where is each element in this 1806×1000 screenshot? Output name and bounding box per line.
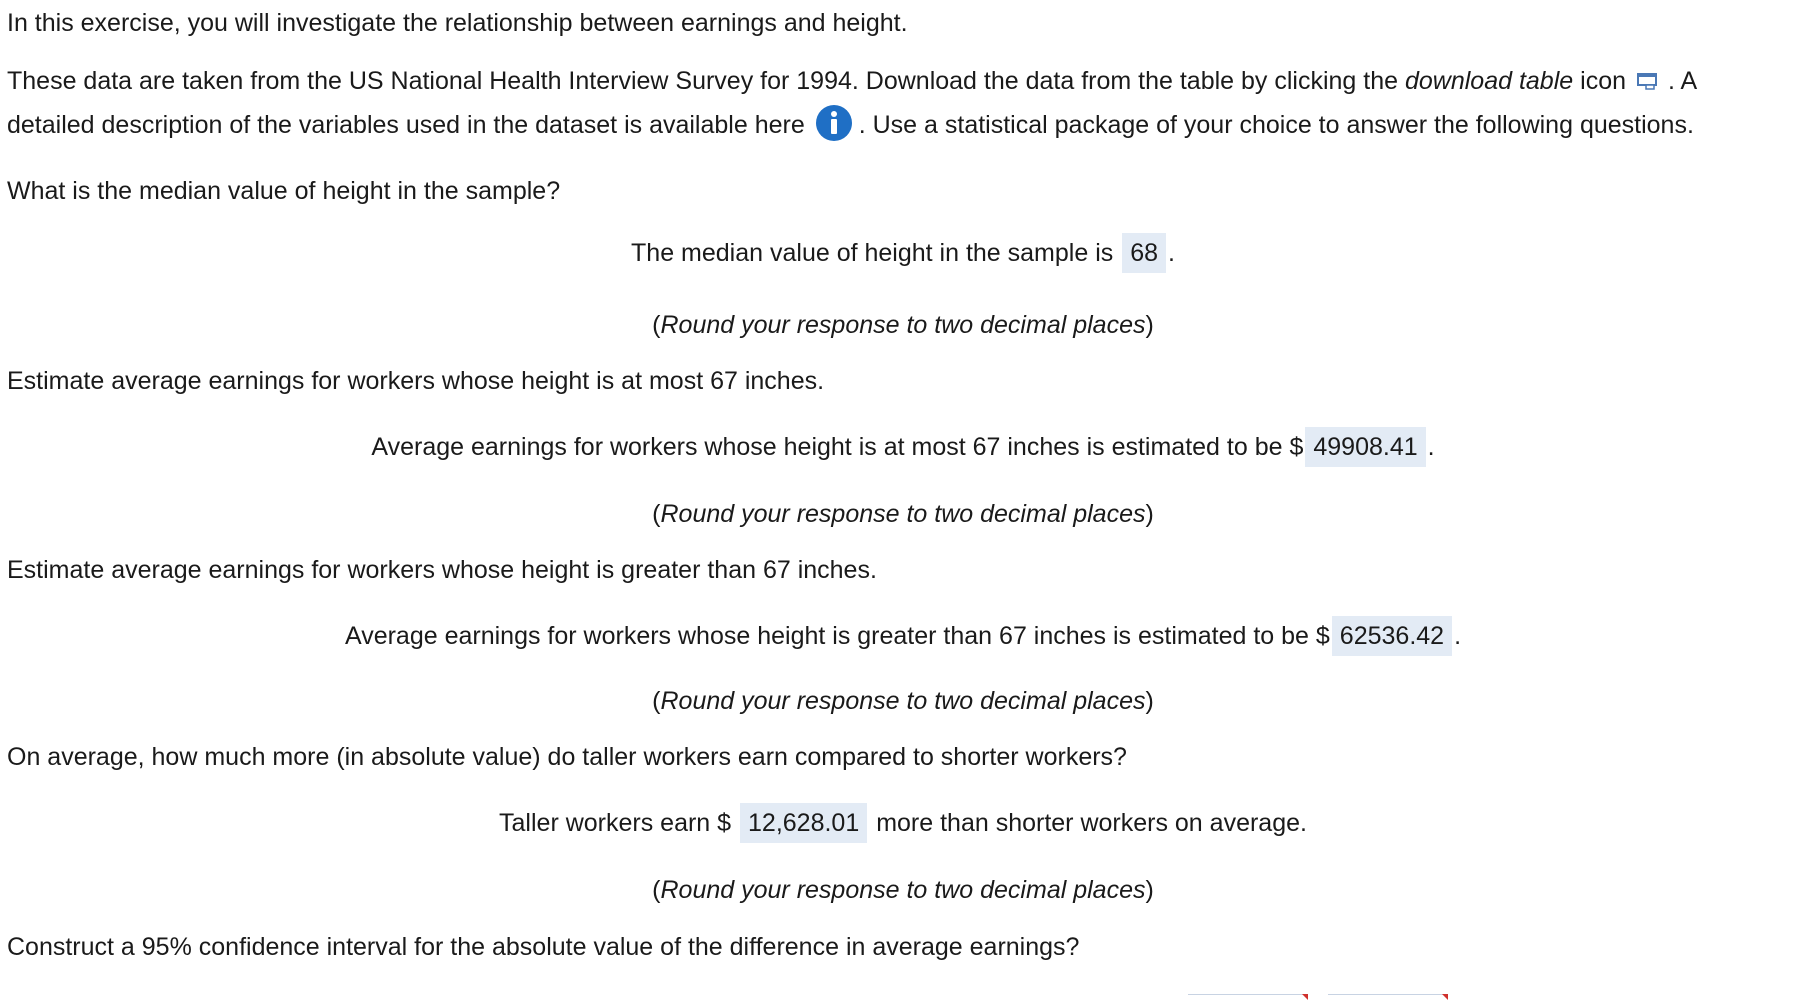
intro-text: In this exercise, you will investigate the relationship between earnings and height. bbox=[7, 9, 908, 37]
answer-field-earnings-difference[interactable]: 12,628.01 bbox=[740, 803, 867, 843]
answer-row-2 bbox=[0, 427, 1806, 467]
answer-suffix: more than shorter workers on average. bbox=[876, 809, 1307, 837]
question-text: What is the median value of height in the sample? bbox=[7, 177, 561, 205]
hint-paren: ( bbox=[652, 876, 661, 904]
ci-lower-field[interactable] bbox=[1188, 994, 1308, 1000]
hint-3 bbox=[0, 686, 1806, 716]
answer-suffix: . bbox=[1454, 622, 1462, 650]
hint-2 bbox=[0, 499, 1806, 529]
hint-paren: ) bbox=[1145, 876, 1154, 904]
hint-text: Round your response to two decimal places bbox=[660, 500, 1146, 528]
answer-field-median-height[interactable]: 68 bbox=[1122, 233, 1166, 273]
answer-prefix: Average earnings for workers whose height is greater than 67 inches is estimated to be $ bbox=[344, 622, 1330, 650]
question-text: On average, how much more (in absolute value) do taller workers earn compared to shorter workers? bbox=[7, 743, 1127, 771]
intro-text: icon bbox=[1573, 67, 1626, 95]
answer-row-1 bbox=[0, 233, 1806, 273]
hint-text: Round your response to two decimal places bbox=[660, 876, 1146, 904]
answer-prefix: Taller workers earn $ bbox=[499, 809, 732, 837]
answer-row-3 bbox=[0, 616, 1806, 656]
intro-sentence bbox=[7, 8, 908, 38]
hint-paren: ( bbox=[652, 687, 661, 715]
download-table-text: download table bbox=[1404, 67, 1574, 95]
hint-4 bbox=[0, 875, 1806, 905]
intro-text: detailed description of the variables used in the dataset is available here bbox=[7, 111, 805, 139]
hint-1 bbox=[0, 310, 1806, 340]
intro-text: . A bbox=[1668, 67, 1698, 95]
hint-paren: ( bbox=[652, 311, 661, 339]
answer-prefix: Average earnings for workers whose height is at most 67 inches is estimated to be $ bbox=[371, 433, 1304, 461]
question-text: Estimate average earnings for workers whose height is greater than 67 inches. bbox=[7, 556, 877, 584]
answer-field-earnings-tall[interactable]: 62536.42 bbox=[1332, 616, 1452, 656]
intro-line-3 bbox=[7, 104, 1694, 142]
answer-suffix: . bbox=[1427, 433, 1435, 461]
question-2 bbox=[7, 366, 824, 396]
question-text: Estimate average earnings for workers whose height is at most 67 inches. bbox=[7, 367, 825, 395]
question-5 bbox=[7, 932, 1079, 962]
intro-line-2 bbox=[7, 66, 1697, 96]
hint-paren: ( bbox=[652, 500, 661, 528]
download-table-icon[interactable] bbox=[1636, 68, 1660, 88]
info-icon[interactable] bbox=[815, 104, 853, 142]
hint-text: Round your response to two decimal places bbox=[660, 687, 1146, 715]
question-4 bbox=[7, 742, 1127, 772]
answer-field-earnings-short[interactable]: 49908.41 bbox=[1305, 427, 1425, 467]
question-text: Construct a 95% confidence interval for the absolute value of the difference in average earnings? bbox=[7, 933, 1080, 961]
answer-prefix: The median value of height in the sample is bbox=[631, 239, 1114, 267]
answer-suffix: . bbox=[1168, 239, 1175, 267]
hint-text: Round your response to two decimal places bbox=[660, 311, 1146, 339]
answer-row-4 bbox=[0, 803, 1806, 843]
intro-text: These data are taken from the US National Health Interview Survey for 1994. Download the data from the table by clicking the bbox=[7, 67, 1405, 95]
question-3 bbox=[7, 555, 877, 585]
question-1 bbox=[7, 176, 560, 206]
hint-paren: ) bbox=[1145, 687, 1154, 715]
ci-upper-field[interactable] bbox=[1328, 994, 1448, 1000]
intro-text: . Use a statistical package of your choice to answer the following questions. bbox=[858, 111, 1694, 139]
hint-paren: ) bbox=[1145, 500, 1154, 528]
hint-paren: ) bbox=[1145, 311, 1154, 339]
